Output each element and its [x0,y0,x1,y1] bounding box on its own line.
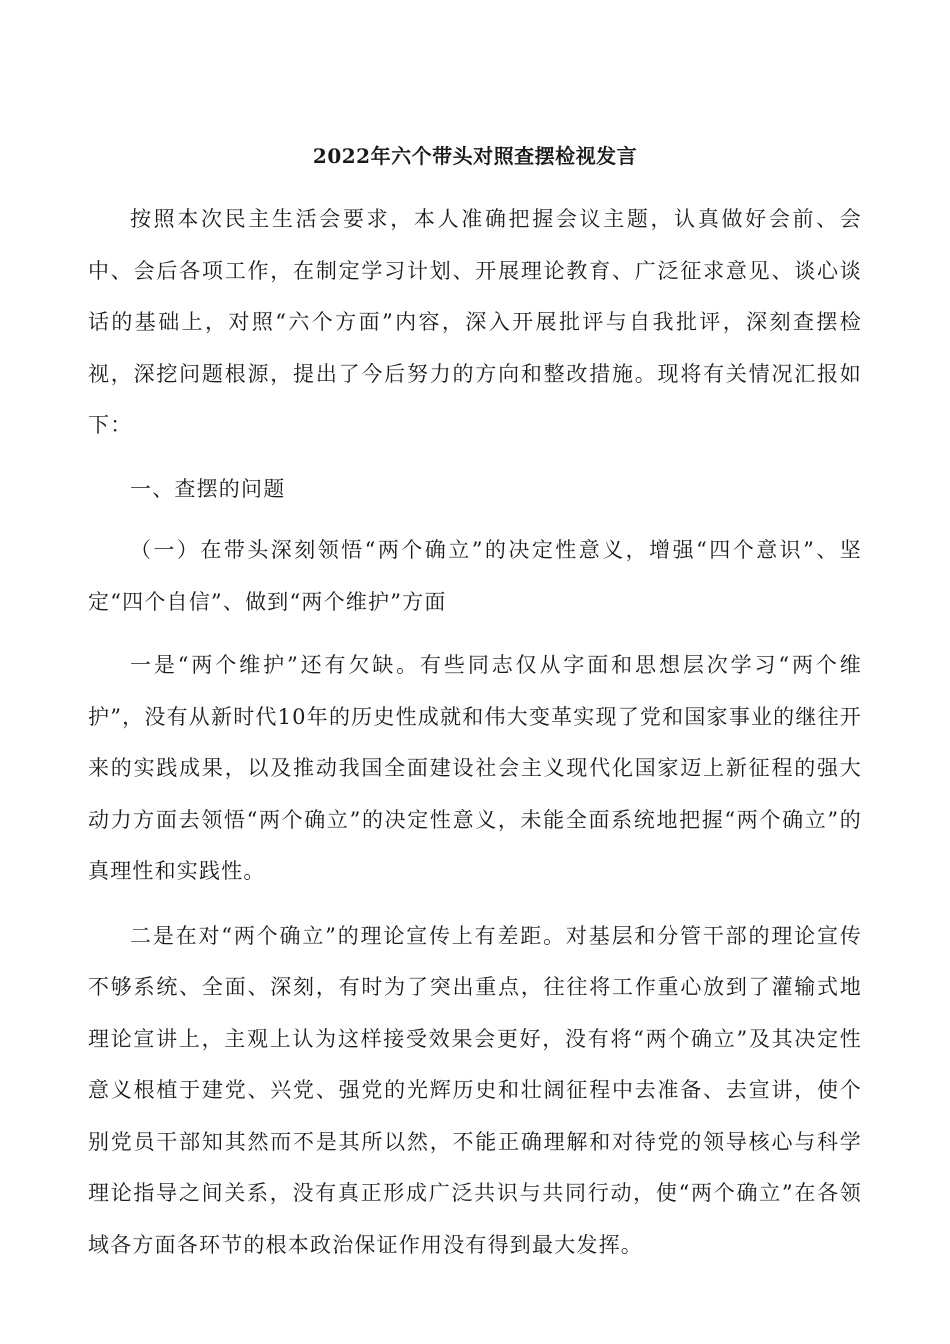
document-page [88,138,862,1283]
body-paragraph-2: 二是在对“两个确立”的理论宣传上有差距。对基层和分管干部的理论宣传不够系统、全面、深刻，有时为了突出重点，往往将工作重心放到了灌输式地理论宣讲上，主观上认为这样接受效果会更好，没有将“两个确立”及其决定性意义根植于建党、兴党、强党的光辉历史和壮阔征程中去准备、去宣讲，使个别党员干部知其然而不是其所以然，不能正确理解和对待党的领导核心与科学理论指导之间关系，没有真正形成广泛共识与共同行动，使“两个确立”在各领域各方面各环节的根本政治保证作用没有得到最大发挥。 [88,923,862,1257]
document-title: 2022年六个带头对照查摆检视发言 [312,144,638,168]
intro-paragraph: 按照本次民主生活会要求，本人准确把握会议主题，认真做好会前、会中、会后各项工作，在制定学习计划、开展理论教育、广泛征求意见、谈心谈话的基础上，对照“六个方面”内容，深入开展批评与自我批评，深刻查摆检视，深挖问题根源，提出了今后努力的方向和整改措施。现将有关情况汇报如下： [88,207,862,437]
section-heading: 一、查摆的问题 [130,476,286,501]
body-paragraph-1: 一是“两个维护”还有欠缺。有些同志仅从字面和思想层次学习“两个维护”，没有从新时代10年的历史性成就和伟大变革实现了党和国家事业的继往开来的实践成果，以及推动我国全面建设社会主义现代化国家迈上新征程的强大动力方面去领悟“两个确立”的决定性意义，未能全面系统地把握“两个确立”的真理性和实践性。 [88,653,862,883]
subsection-heading: （一）在带头深刻领悟“两个确立”的决定性意义，增强“四个意识”、坚定“四个自信”、做到“两个维护”方面 [88,538,862,614]
